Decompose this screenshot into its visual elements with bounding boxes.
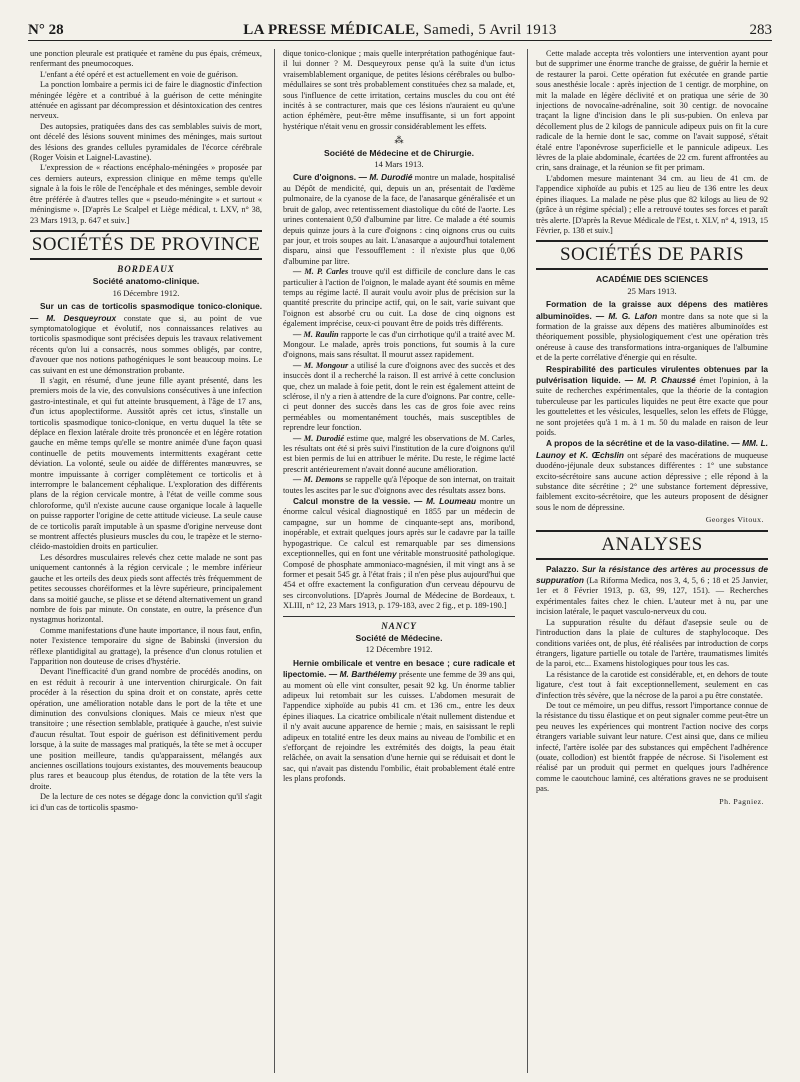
article-cure-oignons — [283, 172, 515, 267]
asterism-separator: ⁂ — [394, 135, 404, 146]
article-author: — M. P. Carles — [293, 267, 349, 277]
paragraph: Les désordres musculaires relevés chez cette malade ne sont pas uniquement cantonnés à la région cervicale ; le membre inférieur gauche et les orteils des deux pieds sont affectés très fréquemment de petites secousses choréiformes et la lèvre supérieure, principalement dans sa moitié gauche, se plisse et se détend alternativement un grand nombre de fois par minute. On constate, en outre, la présence d'un nystagmus horizontal. — [30, 552, 262, 625]
discussion-paragraph — [283, 475, 515, 496]
analysis-title: Sur la résistance des artères au processus de suppuration — [536, 563, 768, 586]
article-title: Cure d'oignons. — [293, 172, 357, 183]
article-particules — [536, 364, 768, 439]
paragraph: Comme manifestations d'une haute importance, il nous faut, enfin, noter l'existence temporaire du signe de Babinski (inversion du réflexe plantidigital au grattage), la présence d'un clonus rotulien et l'apparition non douteuse de crises d'hystérie. — [30, 625, 262, 666]
page-header — [28, 20, 772, 41]
signature: Georges Vitoux. — [705, 515, 764, 525]
article-title: Respirabilité des particules virulentes obtenues par la pulvérisation liquide. — [536, 363, 768, 385]
article-author: — M. G. Lafon — [591, 310, 658, 321]
article-author: — M. Durodié — [293, 433, 344, 443]
paragraph: L'enfant a été opéré et est actuellement en voie de guérison. — [40, 69, 238, 79]
article-hernie — [283, 658, 515, 785]
column-2 — [283, 49, 515, 1073]
page-number: 283 — [749, 22, 772, 38]
paragraph: Des autopsies, pratiquées dans des cas semblables suivis de mort, ont décelé des lésions souvent minimes des méninges, mais surtout des lésions des grandes cellules pyramidales de l'écorce cérébrale (Roger Voisin et Laignel-Lavastine). — [30, 121, 262, 163]
article-title: A propos de la sécrétine et de la vaso-dilatine. — [546, 438, 730, 449]
article-author: — M. Loumeau — [410, 496, 477, 507]
column-divider-1 — [274, 49, 275, 1073]
paragraph: Devant l'inefficacité d'un grand nombre de procédés anodins, on en est réduit à recourir à une intervention chirurgicale. On fait procéder à la résection du spina droit et on constate, après cette opération, une amélioration notable dans le port de la tête et une diminution des convulsions cloniques. Mais ce mieux n'est que transitoire ; une résection semblable, pratiquée à gauche, n'est suivie d'aucun résultat. Tout espoir de guérison est définitivement perdu lorsque, à la suite de massages mal pratiqués, la tête se met à occuper une position meilleure, tandis qu'apparaissent, mélangés aux anciennes oscillations toujours existantes, des mouvements beaucoup plus rares et beaucoup plus étendus, de rotation de la tête vers la droite. — [30, 667, 262, 791]
article-title: Formation de la graisse aux dépens des matières albuminoïdes. — [536, 299, 768, 321]
analysis-author: Palazzo. — [546, 563, 579, 574]
analysis-text: (La Riforma Medica, nos 3, 4, 5, 6 ; 18 et 25 Janvier, 1er et 8 Février 1913, p. 63, 99, 127, 151). — Recherches expérimentales faites chez le chien. L'auteur met à nu, par une incision latérale, le paquet vasculo-nerveux du cou. — [536, 576, 768, 617]
article-text: montre un énorme calcul vésical diagnostiqué en 1855 par un médecin de campagne, sur un homme de cinquante-sept ans, moribond, inopérable, et extrait quelques jours après sur le cadavre par la taille hypogastrique. Ce calcul est remarquable par ses dimensions exceptionnelles, qui en font une véritable monstruosité pathologique. Composé de phosphate ammoniaco-magnésien, il mit vingt ans à se former et pesait 545 gr. à l'état frais ; il n'en pèse plus aujourd'hui que 454 et offre exactement la configuration d'un cerveau dépourvu de ses circonvolutions. [D'après Journal de Médecine de Bordeaux, t. XLIII, n° 12, 23 Mars 1913, p. 179-183, avec 2 fig., et p. 189-190.] — [283, 497, 515, 611]
section-title-analyses: ANALYSES — [536, 530, 768, 560]
article-author: — M. Demons — [293, 475, 344, 485]
column-divider-2 — [527, 49, 528, 1073]
analysis-palazzo — [536, 564, 768, 618]
city-heading-bordeaux: BORDEAUX — [117, 263, 175, 274]
paragraph: L'abdomen mesure maintenant 34 cm. au lieu de 41 cm. de l'appendice xiphoïde au pubis et 125 au lieu de 136 entre les deux épines iliaques. La malade ne pèse plus que 82 kilogs au lieu de 92 (grâce à un régime spécial) ; elle a retrouvé toutes ses forces et paraît très alerte. [D'après la Revue Médicale de l'Est, t. XLV, n° 4, 1913, 15 Février, p. 138 et suiv.] — [536, 173, 768, 235]
article-title: Hernie ombilicale et ventre en besace ; cure radicale et lipectomie. — [283, 657, 515, 680]
discussion-paragraph — [283, 267, 515, 329]
article-text: ont séparé des macérations de muqueuse duodéno-jéjunale deux substances différentes : 1° une substance excito-sécrétoire sans aucune action dépressive ; elle répond à la substance dite sécrétine ; 2° une substance fortement dépressive, faiblement excito-sécrétoire, que les auteurs proposent de désigner sous le nom de dépressine. — [536, 450, 768, 512]
section-rule — [283, 616, 515, 617]
society-heading: Société anatomo-clinique. — [92, 276, 200, 287]
article-title: Calcul monstre de la vessie. — [293, 496, 411, 507]
article-author: — M. Mongour — [293, 360, 349, 370]
paragraph: Cette malade accepta très volontiers une intervention ayant pour but de supprimer une énorme tranche de graisse, de guérir la hernie et de restaurer la paroi. Cette opération fut exécutée en grande partie sous anesthésie locale : après injection de 1 centigr. de morphine, on mit la malade en légère déclivité et on pratiqua une série de 30 injections de novocaïne-adrénaline, soit 30 centigr. de novocaïne traçant la ligne d'incision dans le pli sus-pubien. On enleva par décollement plus de 2 kilogs de pannicule adipeux puis on fit la cure radicale de la hernie dont le sac, comme on l'avait supposé, s'était étalé entre l'aponévrose superficielle et le pannicule adipeux. Les lèvres de la plaie abdominale, écartées de 22 cm. furent affrontées au crin, sans drainage, et la réunion se fit per primam. — [536, 49, 768, 173]
article-calcul-vessie — [283, 496, 515, 611]
journal-name: LA PRESSE MÉDICALE — [243, 22, 416, 38]
section-title-paris: SOCIÉTÉS DE PARIS — [536, 240, 768, 270]
article-author: — M. Barthélemy — [326, 669, 397, 680]
paragraph: une ponction pleurale est pratiquée et ramène du pus épais, crémeux, renfermant des pneumocoques. — [30, 49, 262, 69]
signature: Ph. Pagniez. — [719, 796, 764, 806]
article-author: — M. P. Chaussé — [620, 374, 696, 385]
article-text: constate que si, au point de vue symptomatologique et évolutif, nos connaissances relatives au torticolis spasmodique sont précisées depuis les travaux relativement récents qu'on lui a consacrés, nous sommes obligés, par contre, d'avouer que nos notions pathogéniques le sont beaucoup moins. Le cas suivant en est une démonstration probante. — [30, 313, 262, 375]
column-3 — [536, 49, 768, 1073]
discussion-paragraph — [283, 361, 515, 434]
paragraph: De tout ce mémoire, un peu diffus, ressort l'importance connue de la résistance du tissu élastique et on peut signaler comme peut-être un peu neuves les expériences qui montrent l'action nocive des corps étrangers variable suivant leur nature. C'est ainsi que, dans ce milieu infecté, l'artère isolée par des substances qui empêchent l'adhérence (ouate, collodion) est bientôt frappée de nécrose. Si l'isolement est réalisé par un produit qui permet en quelques jours l'adhérence comme le caoutchouc laminé, ces altérations graves ne se produisent pas. — [536, 700, 768, 794]
paragraph: De la lecture de ces notes se dégage donc la conviction qu'il s'agit ici d'un cas de torticolis spasmo- — [30, 792, 262, 812]
society-heading: ACADÉMIE DES SCIENCES — [595, 274, 709, 285]
article-text: se rappelle qu'à l'époque de son internat, on traitait toutes les ascites par le suc d'oignons avec des résultats assez bons. — [283, 475, 515, 495]
paragraph: La résistance de la carotide est considérable, et, en dehors de toute ligature, c'est tout à fait exceptionnellement, seulement en cas d'infection très sévère, que la nécrose de la paroi a pu être constatée. — [536, 669, 768, 700]
article-text: estime que, malgré les observations de M. Carles, les résultats ont été si près suivi l'institution de la cure d'oignons qu'il est bien permis de lui en attribuer le mérite. Du reste, le régime lacté prescrit antérieurement n'avait donné aucune amélioration. — [283, 433, 515, 474]
article-text: trouve qu'il est difficile de conclure dans le cas particulier à l'action de l'oignon, le malade ayant été soumis en même temps au régime lacté. Il aurait voulu avoir plus de précision sur la quantité prescrite du principe actif, qui, on le sait, varie suivant que l'oignon est absorbé cru ou cuit. La dose de cinq oignons est également imprécise, ceux-ci pouvant être de poids très différents. — [283, 267, 515, 329]
paragraph: dique tonico-clonique ; mais quelle interprétation pathogénique faut-il lui donner ? M. Desqueyroux pense qu'à la suite d'un ictus vraisemblablement organique, de petites lésions cérébrales ou bulbo-médullaires se sont très probablement constituées chez sa malade, et, sous l'influence de cette irritation, certains muscles du cou ont été incités à se contracturer, mais que ces lésions n'auraient eu qu'une action éphémère, peut-être même insuffisante, si un fort appoint hystérique n'était venu en grossir considérablement les effets. — [283, 49, 515, 131]
society-heading: Société de Médecine et de Chirurgie. — [324, 147, 474, 158]
article-text: émet l'opinion, à la suite de recherches expérimentales, que la théorie de la contagion tuberculeuse par les particules liquides ne peut être exacte que pour les gouttelettes et les vésicules, lesquelles, selon les effets de Flügge, ne sont projetées qu'à 1 m. à 1 m. 50 du malade en raison de leur poids. — [536, 375, 768, 437]
article-text: présente une femme de 39 ans qui, au moment où elle vint consulter, pesait 92 kg. Un énorme tablier adipeux lui retombait sur les cuisses. L'abdomen mesurait de l'appendice xiphoïde au pubis 41 cm. et 136 cm., entre les deux épines iliaques. La cicatrice ombilicale n'était nullement distendue et il n'y avait aucune apparence de hernie ; mais, en saisissant le repli adipeux en totalité entre les deux mains au niveau de l'ombilic et en s'efforçant de rejoindre les extrémités des doigts, la peau était relâchée, on avait la sensation d'une hernie qui se réduisait et dont le sac, qui n'avait pas distendu l'ombilic, était probablement étalé entre les plans profonds. — [283, 670, 515, 784]
paragraph: La suppuration résulte du défaut d'asepsie seule ou de l'introduction dans la plaie de cultures de staphylocoque. Des conditions variées ont, de plus, été réalisées par introduction de corps étrangers, ligature partielle ou totale de l'artère, traumatismes limités de la paroi, etc... Examens histologiques pour tous les cas. — [536, 617, 768, 669]
paragraph: Il s'agit, en résumé, d'une jeune fille ayant présenté, dans les premiers mois de la vie, des convulsions consécutives à une infection gastro-intestinale, et qui fut atteinte brusquement, à l'âge de 17 ans, d'un ictus apoplectiforme. Aussitôt après cet ictus, s'installe un torticolis spasmodique tonico-clonique, en vertu duquel la tête se déplace en flexion latérale droite très prononcée et en légère rotation gauche en même temps qu'elle se montre animée d'une façon quasi continuelle de petits mouvements intermittents exagérant cette déviation. La volonté, seule ou aidée de différentes manœuvres, se montre impuissante à corriger complètement ce torticolis et à interrompre le balancement céphalique. L'exploration des différents plans de la région cervicale montre, à l'état de veille comme sous chloroforme, qu'il n'existe aucune cause organique locale à laquelle on puisse rapporter l'origine de cette attitude vicieuse. La seule cause de ce torticolis paraît imputable à un spasme d'origine nerveuse dont se montrent affectés plusieurs muscles du cou, le trapèze et le sterno-cléido-mastoïdien droits en particulier. — [30, 375, 262, 552]
article-text: montre dans sa note que si la formation de la graisse aux dépens des matières albuminoïdes est théoriquement possible, physiologiquement c'est une opération très onéreuse à cause des transformations intra-organiques de l'albumine et de la perte corrélative d'énergie qui en résulte. — [536, 311, 768, 363]
discussion-paragraph — [283, 330, 515, 361]
city-heading-nancy: NANCY — [381, 620, 417, 631]
article-text: montre un malade, hospitalisé au Dépôt de mendicité, qui, depuis un an, présentait de l'œdème pulmonaire, de la cyanose de la face, de l'anasarque généralisée et un bruit de galop, avec retentissement diastolique du côté de l'aorte. Les urines contenaient 0,50 d'albumine par litre. Ce malade a été soumis depuis quinze jours à la cure d'oignons : cinq oignons crus ou cuits par jour, et trois soupes au lait. L'anasarque a aujourd'hui totalement disparu, ainsi que l'essoufflement : il n'existe plus que 0,06 d'albumine par litre. — [283, 173, 515, 266]
article-secretine — [536, 438, 768, 513]
column-1 — [30, 49, 262, 1073]
article-text: rapporte le cas d'un cirrhotique qu'il a traité avec M. Mongour. Le malade, après trois ponctions, fut soumis à la cure d'oignons, mais sans résultat. Il mourut assez rapidement. — [283, 329, 515, 360]
session-date: 25 Mars 1913. — [627, 285, 677, 296]
society-heading: Société de Médecine. — [355, 632, 443, 643]
paragraph: La ponction lombaire a permis ici de faire le diagnostic d'infection méningée légère et a contribué à la guérison de cette méningite atténuée en agissant par décompression et désintoxication des centres nerveux. — [30, 80, 262, 121]
discussion-paragraph — [283, 434, 515, 476]
section-title-province: SOCIÉTÉS DE PROVINCE — [30, 230, 262, 260]
article-torticolis — [30, 301, 262, 376]
article-author: — M. Durodié — [356, 172, 413, 183]
article-author: — M. Raulin — [293, 329, 339, 339]
article-author: — MM. L. Launoy et K. Œchslin — [536, 438, 768, 460]
article-graisse — [536, 299, 768, 363]
session-date: 16 Décembre 1912. — [112, 287, 180, 298]
session-date: 12 Décembre 1912. — [365, 644, 433, 655]
issue-date: , Samedi, 5 Avril 1913 — [415, 22, 557, 38]
article-title: Sur un cas de torticolis spasmodique tonico-clonique. — [40, 301, 262, 312]
paragraph: L'expression de « réactions encéphalo-méningées » proposée par ces derniers auteurs, expression clinique en même temps qu'elle signale à la fois le rôle de l'encéphale et des méninges, semble devoir être préférée à d'autres telles que « pseudo-méningite » et surtout « méningisme ». [D'après Le Scalpel et Liège médical, t. LXV, n° 38, 23 Mars 1913, p. 647 et suiv.] — [30, 163, 262, 225]
article-text: a utilisé la cure d'oignons avec des succès et des insuccès dont il a recherché la raison. Il est arrivé à cette conclusion que, chez un malade à foie petit, dont le rein est également atteint de sclérose, il n'y a rien à attendre de la cure d'oignons. Par contre, celle-ci peut donner des succès dans les cas de gros foie avec reins perméables ou momentanément touchés, mais susceptibles de reprendre leur fonction. — [283, 360, 515, 433]
article-author: — M. Desqueyroux — [30, 312, 117, 323]
session-date: 14 Mars 1913. — [374, 159, 424, 170]
running-title — [28, 20, 772, 40]
issue-number: N° 28 — [28, 22, 64, 38]
